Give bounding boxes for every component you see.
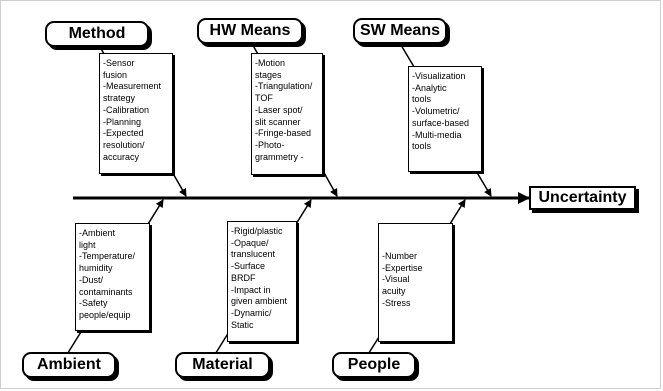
list-item: -Dynamic/ <box>231 307 272 318</box>
cause-list-hw-means <box>251 53 323 175</box>
cause-list-ambient <box>75 223 150 331</box>
category-ambient-label: Ambient <box>37 356 101 373</box>
list-item: -Calibration <box>103 104 150 115</box>
list-item: surface-based <box>412 117 470 128</box>
list-item: -Analytic <box>412 82 447 93</box>
effect-label: Uncertainty <box>538 189 627 206</box>
list-item: TOF <box>255 93 273 104</box>
list-item: -Multi-media <box>412 129 462 140</box>
list-item: Static <box>231 319 254 330</box>
list-item: given ambient <box>231 296 288 307</box>
cause-list-method <box>99 53 173 174</box>
list-item: -Fringe-based <box>255 128 312 139</box>
list-item: -Sensor <box>103 58 135 68</box>
list-item: -Stress <box>382 297 411 308</box>
list-item: -Opaque/ <box>231 237 269 248</box>
list-item: light <box>79 239 96 250</box>
category-people-label: People <box>347 356 401 373</box>
list-item: -Impact in <box>231 284 271 295</box>
list-item: -Surface <box>231 261 266 272</box>
list-item: tools <box>412 94 432 105</box>
effect-box <box>529 186 636 210</box>
category-material <box>175 352 270 378</box>
list-item: -Laser spot/ <box>255 104 303 115</box>
list-item: -Number <box>382 251 418 261</box>
list-item: tools <box>412 141 432 152</box>
list-item: -Expertise <box>382 262 423 273</box>
list-item: -Ambient <box>79 228 116 238</box>
list-item: stages <box>255 69 282 80</box>
list-item: -Dust/ <box>79 274 104 285</box>
category-sw-means-label: SW Means <box>359 22 440 39</box>
list-item: slit scanner <box>255 116 301 127</box>
list-item: -Photo- <box>255 139 285 150</box>
list-item: -Safety <box>79 298 108 309</box>
list-item: contaminants <box>79 286 133 297</box>
category-material-label: Material <box>192 356 253 373</box>
list-item: humidity <box>79 263 113 274</box>
list-item: resolution/ <box>103 139 145 150</box>
category-hw-means <box>197 18 303 44</box>
list-item: translucent <box>231 249 276 260</box>
list-item: -Motion <box>255 58 286 68</box>
list-item: fusion <box>103 69 128 80</box>
list-item: -Temperature/ <box>79 251 136 262</box>
list-item: -Visualization <box>412 71 466 81</box>
category-people <box>332 352 416 378</box>
list-item: -Visual <box>382 274 410 285</box>
list-item: -Triangulation/ <box>255 81 313 92</box>
category-hw-means-label: HW Means <box>209 22 291 39</box>
list-item: -Planning <box>103 116 142 127</box>
category-sw-means <box>353 18 447 44</box>
list-item: people/equip <box>79 309 131 320</box>
list-item: grammetry - <box>255 151 304 162</box>
category-ambient <box>22 352 116 378</box>
list-item: -Measurement <box>103 81 162 92</box>
category-method-label: Method <box>68 25 126 42</box>
list-item: -Volumetric/ <box>412 106 460 117</box>
list-item: acuity <box>382 286 406 297</box>
category-method <box>45 21 149 47</box>
cause-list-sw-means <box>408 66 482 172</box>
list-item: -Expected <box>103 128 144 139</box>
list-item: BRDF <box>231 272 256 283</box>
cause-list-people <box>378 223 453 342</box>
list-item: -Rigid/plastic <box>231 226 283 236</box>
cause-list-material <box>227 221 297 342</box>
list-item: accuracy <box>103 151 140 162</box>
list-item: strategy <box>103 93 136 104</box>
